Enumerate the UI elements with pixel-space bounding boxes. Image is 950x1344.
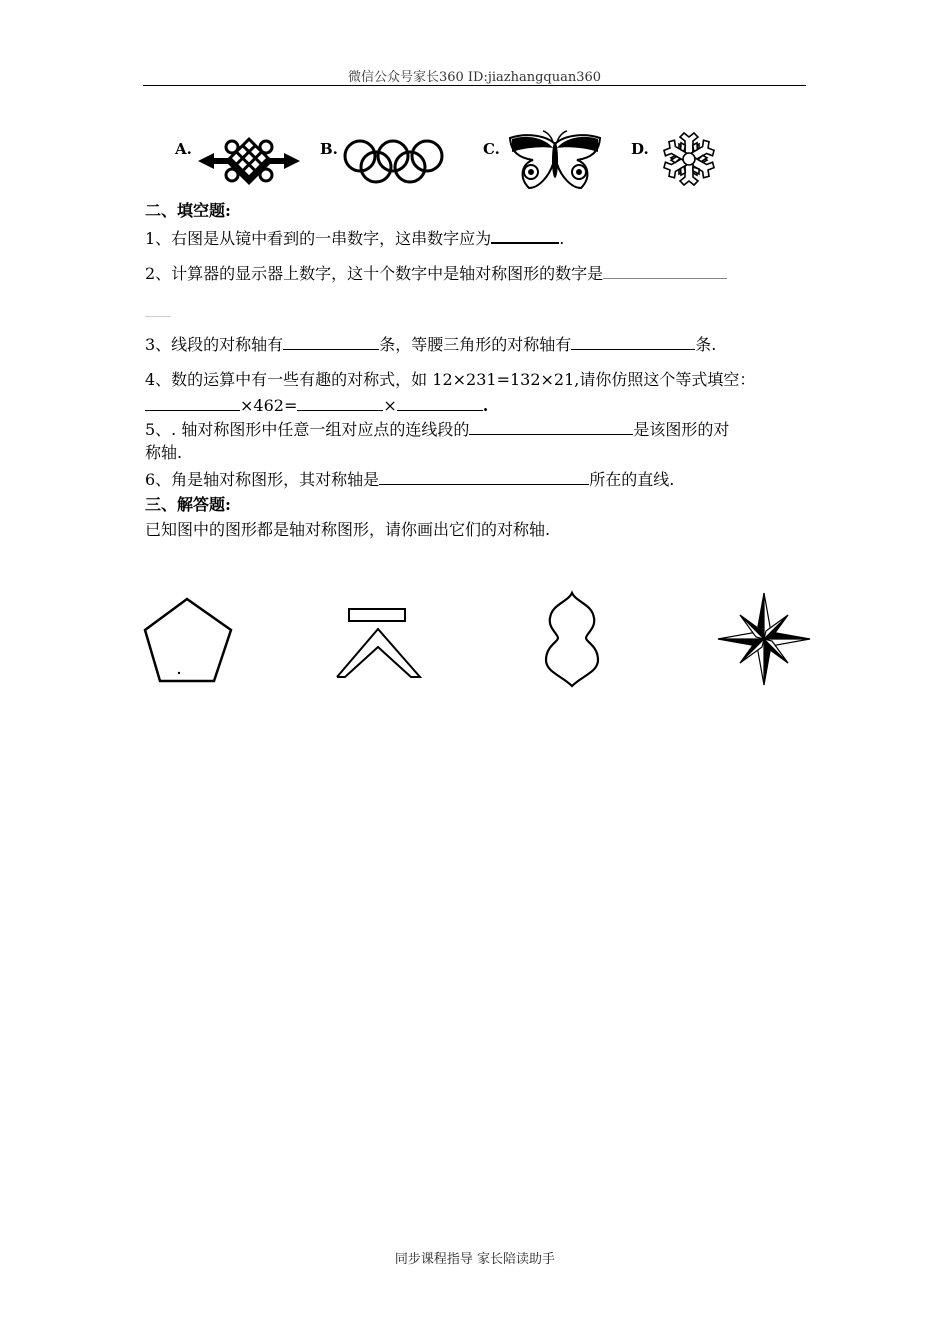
question-2 [145, 262, 727, 285]
answer-blank-5[interactable] [469, 418, 633, 435]
answer-blank-4a[interactable] [145, 394, 240, 411]
answer-blank-2[interactable] [603, 262, 727, 279]
question-3-text-a: 3、线段的对称轴有 [145, 335, 284, 354]
question-4-end: . [482, 396, 489, 415]
option-b-label: B. [320, 140, 338, 158]
page-footer: 同步课程指导 家长陪读助手 [394, 1252, 556, 1267]
answer-blank-4c[interactable] [397, 394, 483, 411]
question-6-text-b: 所在的直线. [589, 470, 675, 489]
option-c-label: C. [483, 140, 500, 158]
question-4-expr-a: ×462= [240, 396, 298, 415]
question-6-text-a: 6、角是轴对称图形，其对称轴是 [145, 470, 380, 489]
olympic-rings-icon [343, 136, 445, 188]
butterfly-icon [507, 130, 603, 196]
question-3-end: 条. [695, 335, 717, 354]
answer-blank-6[interactable] [379, 468, 589, 485]
question-4-expr-b: × [383, 396, 397, 415]
question-1-end: . [559, 229, 565, 248]
option-d-label: D. [631, 140, 649, 158]
question-5-text-a: 5、. 轴对称图形中任意一组对应点的连线段的 [145, 420, 470, 439]
question-5 [145, 418, 729, 441]
section-3-title: 三、解答题: [145, 495, 231, 514]
option-a-label: A. [175, 140, 192, 158]
roof-sign-icon [333, 605, 425, 685]
question-2-text: 2、计算器的显示器上数字，这十个数字中是轴对称图形的数字是 [145, 264, 604, 283]
question-3 [145, 333, 716, 356]
section-3-prompt: 已知图中的图形都是轴对称图形，请你画出它们的对称轴. [145, 520, 551, 539]
answer-blank-1[interactable] [491, 226, 559, 244]
answer-blank-3b[interactable] [571, 333, 695, 350]
header-divider [143, 85, 806, 86]
question-5-text-b: 是该图形的对 [633, 420, 730, 439]
section-2-title: 二、填空题: [145, 201, 231, 220]
question-1-text: 1、右图是从镜中看到的一串数字，这串数字应为 [145, 229, 492, 248]
pentagon-icon [140, 595, 236, 691]
question-5-continuation: 称轴. [145, 443, 183, 462]
question-1 [145, 226, 564, 250]
page-header: 微信公众号家长360 ID:jiazhangquan360 [347, 70, 602, 85]
chinese-knot-icon [198, 133, 300, 193]
question-3-text-b: 条，等腰三角形的对称轴有 [379, 335, 572, 354]
question-6 [145, 468, 674, 491]
snowflake-icon [655, 125, 723, 197]
question-4-expression [145, 394, 488, 417]
answer-blank-4b[interactable] [297, 394, 383, 411]
question-4: 4、数的运算中有一些有趣的对称式，如 12×231=132×21,请你仿照这个等式填空： [145, 370, 756, 389]
gourd-icon [540, 590, 604, 692]
compass-star-icon [716, 590, 812, 692]
question-2-continuation: ____ [145, 303, 171, 318]
answer-blank-3a[interactable] [283, 333, 379, 350]
